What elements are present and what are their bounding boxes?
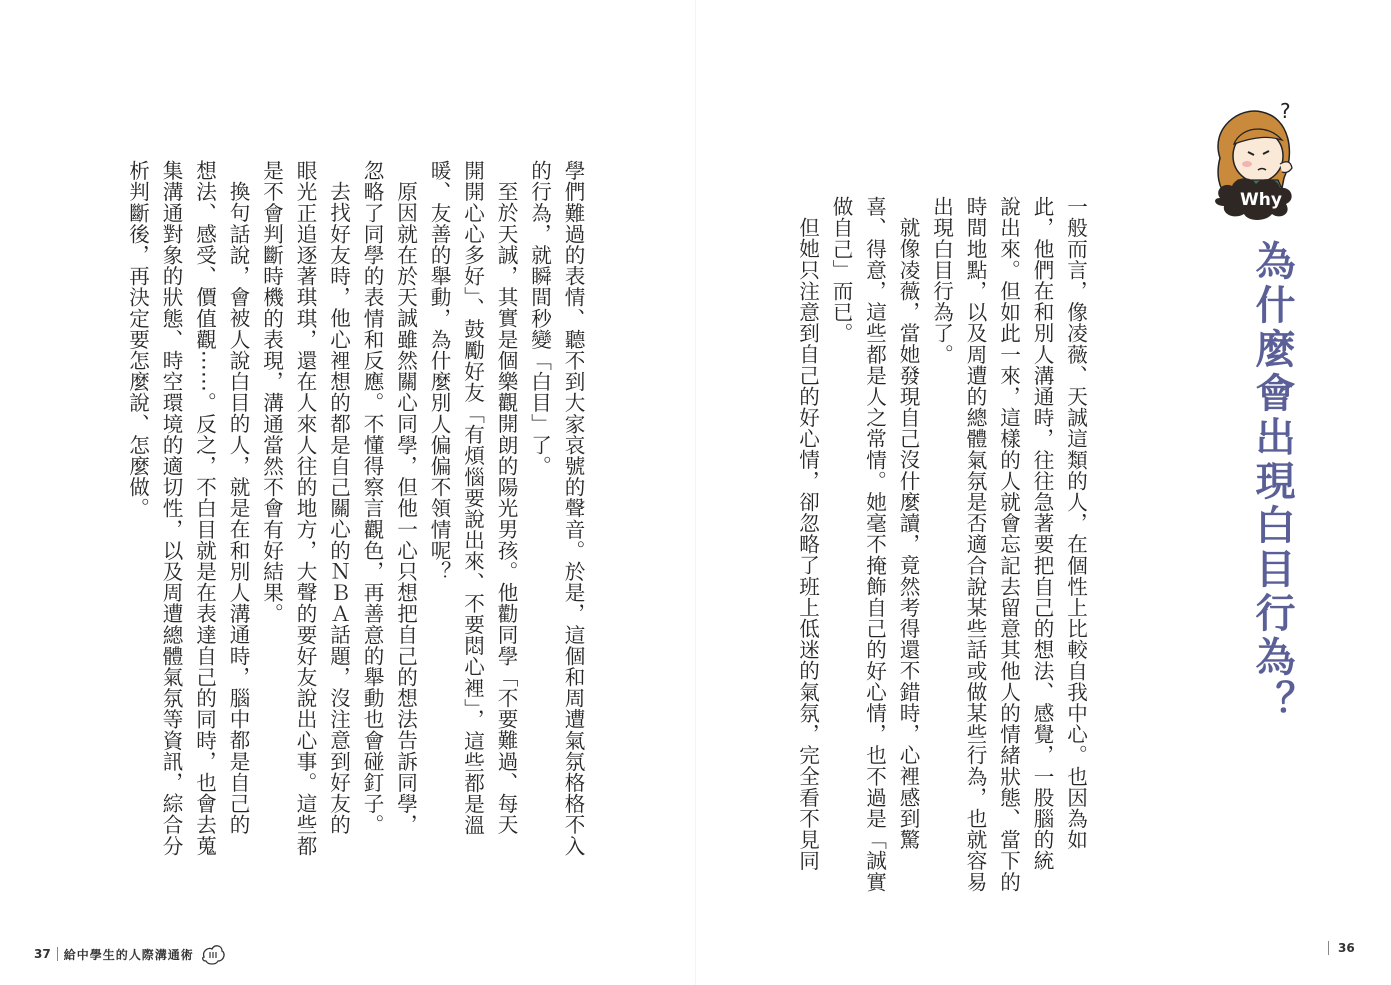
footer-divider — [57, 947, 58, 961]
question-mark-icon: ? — [1280, 99, 1291, 123]
paragraph-line: 至於天誠，其實是個樂觀開朗的陽光男孩。他勸同學「不要難過、每天 — [494, 180, 518, 835]
paragraph-line: 出現白目行為了。 — [929, 196, 954, 365]
series-logo-icon — [200, 941, 226, 967]
paragraph-line: 是不會判斷時機的表現，溝通當然不會有好結果。 — [259, 160, 284, 625]
section-title: 為什麼會出現白目行為？ — [1249, 240, 1295, 724]
paragraph-line: 析判斷後，再決定要怎麼說、怎麼做。 — [125, 160, 150, 519]
paragraph-line: 時間地點，以及周遭的總體氣氛是否適合說某些話或做某些行為，也就容易 — [963, 196, 987, 893]
paragraph-line: 去找好友時，他心裡想的都是自己關心的ＮＢＡ話題，沒注意到好友的 — [326, 180, 351, 835]
paragraph-line: 的行為，就瞬間秒變「白目」了。 — [527, 160, 552, 477]
paragraph-line: 說出來。但如此一來，這樣的人就會忘記去留意其他人的情緒狀態、當下的 — [996, 196, 1021, 893]
paragraph-line: 就像凌薇，當她發現自己沒什麼讀，竟然考得還不錯時，心裡感到驚 — [896, 216, 920, 850]
why-badge-label: Why — [1240, 190, 1282, 210]
footer-divider — [1328, 941, 1329, 955]
paragraph-line: 換句話說，會被人說白目的人，就是在和別人溝通時，腦中都是自己的 — [226, 180, 250, 835]
left-page-number: 37 — [34, 947, 51, 961]
right-page-body — [790, 196, 1092, 893]
left-page-body — [120, 160, 589, 857]
paragraph-line: 忽略了同學的表情和反應。不懂得察言觀色，再善意的舉動也會碰釘子。 — [360, 160, 384, 836]
right-page-number: 36 — [1338, 941, 1355, 955]
page-gutter — [695, 0, 696, 985]
paragraph-line: 原因就在於天誠雖然關心同學，但他一心只想把自己的想法告訴同學， — [393, 180, 418, 835]
paragraph-line: 眼光正追逐著琪琪，還在人來人往的地方，大聲的要好友說出心事。這些都 — [293, 160, 317, 857]
book-title: 給中學生的人際溝通術 — [63, 947, 194, 962]
paragraph-line: 開開心心多好」、鼓勵好友「有煩惱要說出來、不要悶心裡」，這些都是溫 — [460, 160, 485, 836]
paragraph-line: 但她只注意到自己的好心情，卻忽略了班上低迷的氣氛，完全看不見同 — [795, 216, 820, 871]
paragraph-line: 做自己」而已。 — [829, 196, 853, 344]
paragraph-line: 學們難過的表情、聽不到大家哀號的聲音。於是，這個和周遭氣氛格格不入 — [561, 160, 585, 857]
right-page-footer — [1328, 941, 1355, 955]
paragraph-line: 想法、感受、價值觀⋯⋯。反之，不白目就是在表達自己的同時，也會去蒐 — [192, 160, 217, 857]
paragraph-line: 暖、友善的舉動，為什麼別人偏偏不領情呢？ — [427, 160, 451, 582]
left-page-footer — [34, 941, 226, 967]
paragraph-line: 一般而言，像凌薇、天誠這類的人，在個性上比較自我中心。也因為如 — [1063, 196, 1088, 851]
paragraph-line: 此，他們在和別人溝通時，往往急著要把自己的想法、感覺，一股腦的統 — [1030, 196, 1054, 872]
paragraph-line: 集溝通對象的狀態、時空環境的適切性，以及周遭總體氣氛等資訊，綜合分 — [159, 160, 183, 857]
paragraph-line: 喜、得意，這些都是人之常情。她毫不掩飾自己的好心情，也不過是「誠實 — [862, 196, 887, 893]
